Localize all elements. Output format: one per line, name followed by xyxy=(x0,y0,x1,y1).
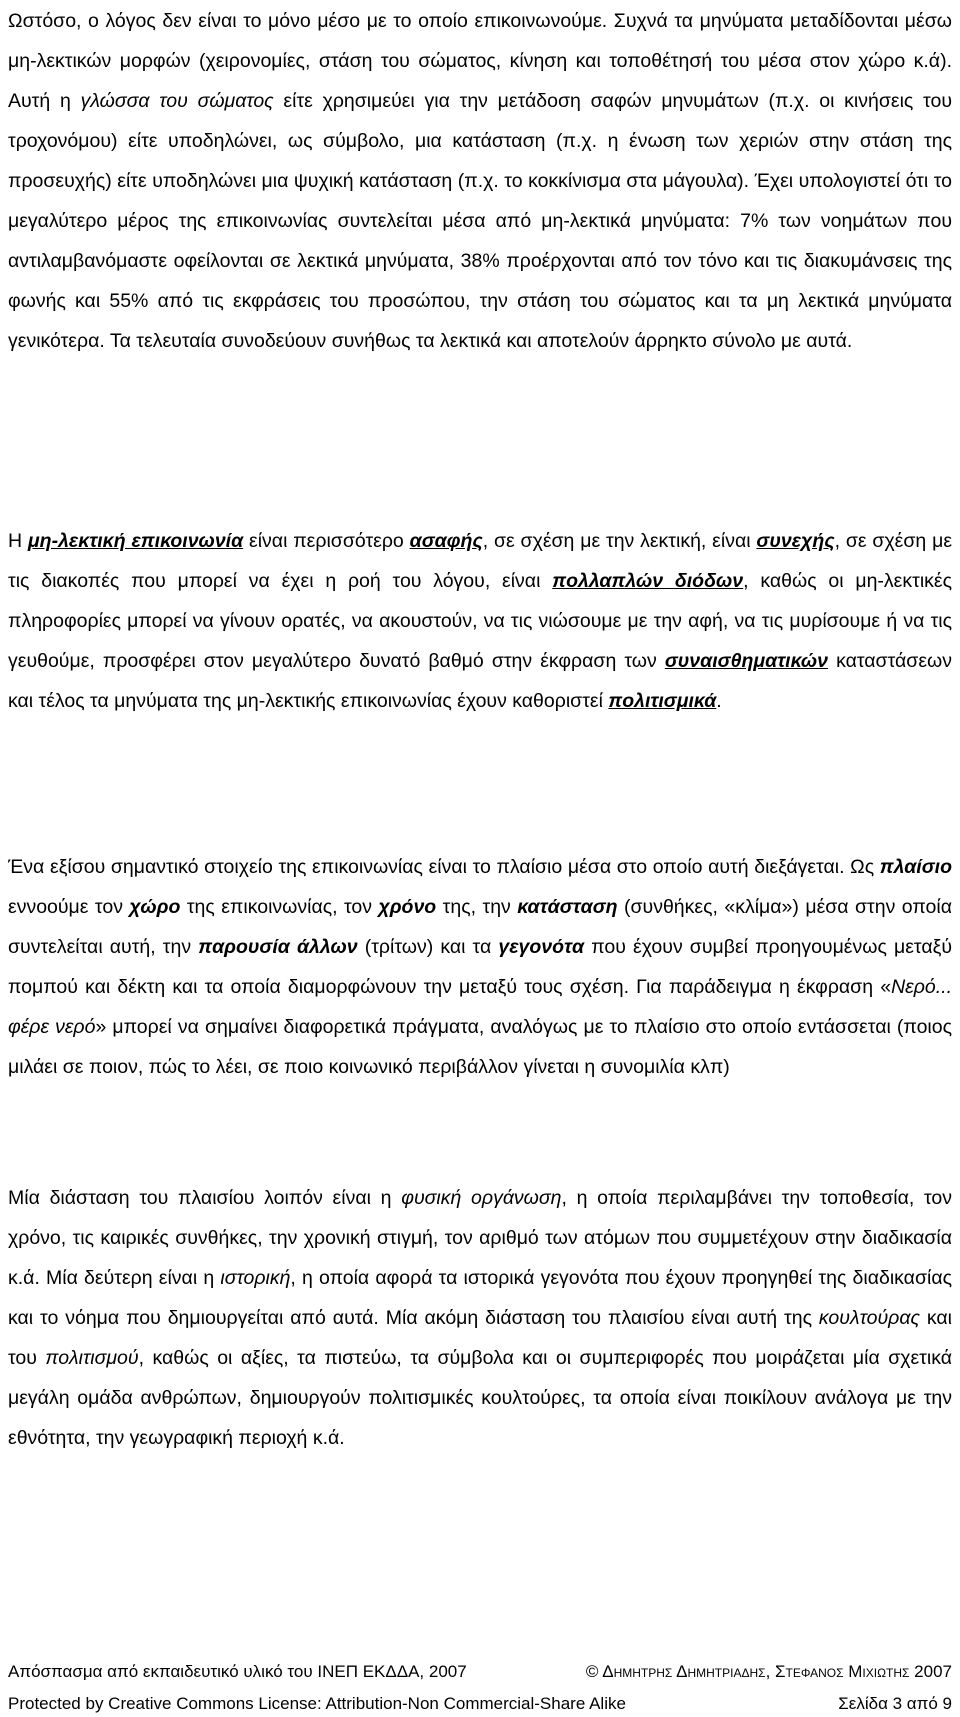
emphasized-text: κουλτούρας xyxy=(818,1307,920,1329)
footer-license-text: Protected by Creative Commons License: Attribution-Non Commercial-Share Alike xyxy=(8,1694,626,1713)
text-run: » μπορεί να σημαίνει διαφορετικά πράγματα, αναλόγως με το πλαίσιο στο οποίο εντάσσεται (ποιος μιλάει σε ποιον, πώς το λέει, σε ποιο κοινωνικό περιβάλλον γίνεται η συνομιλία κλπ) xyxy=(8,1016,952,1078)
emphasized-text: ιστορική xyxy=(220,1267,291,1289)
text-run: της, την xyxy=(436,896,518,918)
text-run: Ένα εξίσου σημαντικό στοιχείο της επικοινωνίας είναι το πλαίσιο μέσα στο οποίο αυτή διεξάγεται. Ως xyxy=(8,856,880,878)
text-run: , σε σχέση με τις διακοπές που μπορεί να έχει η ροή του λόγου, είναι xyxy=(8,530,953,592)
text-run: εννοούμε τον xyxy=(8,896,130,918)
emphasized-text: φυσική οργάνωση xyxy=(401,1187,562,1209)
emphasized-text: γλώσσα του σώματος xyxy=(80,90,274,112)
text-run: και του xyxy=(8,1307,952,1369)
emphasized-text: πολιτισμού xyxy=(45,1347,139,1369)
footer-source-text: Απόσπασμα από εκπαιδευτικό υλικό του ΙΝΕΠ ΕΚΔΔΑ, 2007 xyxy=(8,1662,467,1681)
text-run: Ωστόσο, ο λόγος δεν είναι το μόνο μέσο με το οποίο επικοινωνούμε. Συχνά τα μηνύματα μεταδίδονται μέσω μη-λεκτικών μορφών (χειρονομίες, στάση του σώματος, κίνηση και τοποθέτησή του μέσα στον χώρο κ.ά). Αυτή η xyxy=(8,10,952,112)
text-run: είτε χρησιμεύει για την μετάδοση σαφών μηνυμάτων (π.χ. οι κινήσεις του τροχονόμου) είτε υποδηλώνει, ως σύμβολο, μια κατάσταση (π.χ. η ένωση των χεριών στην στάση της προσευχής) είτε υποδηλώνει μια ψυχική κατάσταση (π.χ. το κοκκίνισμα στα μάγουλα). Έχει υπολογιστεί ότι το μεγαλύτερο μέρος της επικοινωνίας συντελείται μέσα από μη-λεκτικά μηνύματα: 7% των νοημάτων που αντιλαμβανόμαστε οφείλονται σε λεκτικά μηνύματα, 38% προέρχονται από τον τόνο και τις διακυμάνσεις της φωνής και 55% από τις εκφράσεις του προσώπου, την στάση του σώματος και τα μη λεκτικά μηνύματα γενικότερα. Τα τελευταία συνοδεύουν συνήθως τα λεκτικά και αποτελούν άρρηκτο σύνολο με αυτά. xyxy=(8,90,952,352)
emphasized-text: πολιτισμικά xyxy=(608,690,717,712)
text-run: , η οποία περιλαμβάνει την τοποθεσία, τον χρόνο, τις καιρικές συνθήκες, την χρονική στιγμή, τον αριθμό των ατόμων που συμμετέχουν στην διαδικασία κ.ά. Μία δεύτερη είναι η xyxy=(8,1187,952,1289)
emphasized-text: ασαφής xyxy=(409,530,483,552)
text-run: (συνθήκες, «κλίμα») μέσα στην οποία συντελείται αυτή, την xyxy=(8,896,952,958)
text-run: της επικοινωνίας, τον xyxy=(180,896,379,918)
emphasized-text: πλαίσιο xyxy=(879,856,952,878)
footer-copyright: © Δημητρης Δημητριαδης, Στεφανος Μιχιωτης 2007 xyxy=(585,1662,952,1681)
footer-license-line xyxy=(8,1693,952,1715)
text-run: , καθώς οι αξίες, τα πιστεύω, τα σύμβολα και οι συμπεριφορές που μοιράζεται μία σχετικά μεγάλη ομάδα ανθρώπων, δημιουργούν πολιτισμικές κουλτούρες, τα οποία είναι ποικίλουν ανάλογα με την εθνότητα, την γεωγραφική περιοχή κ.ά. xyxy=(8,1347,952,1449)
page-number: Σελίδα 3 από 9 xyxy=(838,1694,952,1713)
text-run: καταστάσεων και τέλος τα μηνύματα της μη-λεκτικής επικοινωνίας έχουν καθοριστεί xyxy=(8,650,952,712)
text-run: είναι περισσότερο xyxy=(243,530,410,552)
emphasized-text: συνεχής xyxy=(756,530,835,552)
text-run: Η xyxy=(8,530,28,552)
text-run: . xyxy=(716,690,722,712)
paragraph-context-dimensions xyxy=(8,1178,952,1458)
emphasized-text: Νερό... φέρε νερό xyxy=(8,976,952,1038)
footer-source-line xyxy=(8,1661,952,1683)
emphasized-text: μη-λεκτική επικοινωνία xyxy=(27,530,244,552)
paragraph-nonverbal-communication xyxy=(8,521,952,721)
text-run: , καθώς οι μη-λεκτικές πληροφορίες μπορεί να γίνουν ορατές, να ακουστούν, να τις νιώσουμε με την αφή, να τις μυρίσουμε ή να τις γευθούμε, προσφέρει στον μεγαλύτερο δυνατό βαθμό στην έκφραση των xyxy=(8,570,952,672)
text-run: Μία διάσταση του πλαισίου λοιπόν είναι η xyxy=(8,1187,402,1209)
emphasized-text: συναισθηματικών xyxy=(664,650,829,672)
emphasized-text: κατάσταση xyxy=(517,896,618,918)
emphasized-text: χώρο xyxy=(129,896,181,918)
paragraph-body-language xyxy=(8,1,952,361)
emphasized-text: παρουσία άλλων xyxy=(198,936,358,958)
text-run: , σε σχέση με την λεκτική, είναι xyxy=(482,530,757,552)
text-run: (τρίτων) και τα xyxy=(357,936,499,958)
text-run: που έχουν συμβεί προηγουμένως μεταξύ πομπού και δέκτη και τα οποία διαμορφώνουν την μεταξύ τους σχέση. Για παράδειγμα η έκφραση « xyxy=(8,936,953,998)
text-run: , η οποία αφορά τα ιστορικά γεγονότα που έχουν προηγηθεί της διαδικασίας και το νόημα που δημιουργείται από αυτά. Μία ακόμη διάσταση του πλαισίου είναι αυτή της xyxy=(8,1267,952,1329)
emphasized-text: χρόνο xyxy=(378,896,437,918)
paragraph-context xyxy=(8,847,952,1087)
emphasized-text: πολλαπλών διόδων xyxy=(552,570,744,592)
emphasized-text: γεγονότα xyxy=(498,936,585,958)
